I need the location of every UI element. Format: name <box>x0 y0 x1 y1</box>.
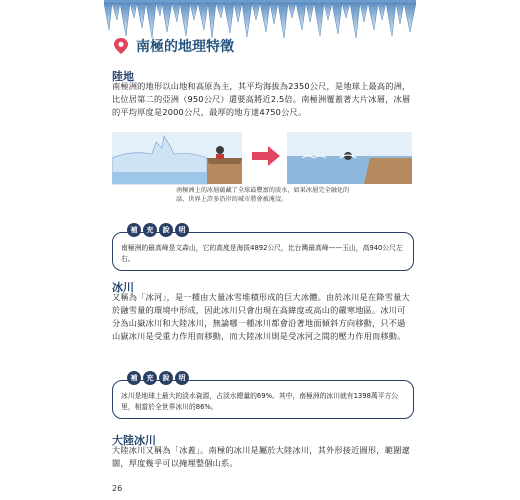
paragraph-ice-sheet: 大陸冰川又稱為「冰蓋」。南極的冰川是屬於大陸冰川，其外形接近圓形，範圍遼闊，厚度幾乎可以掩埋整個山系。 <box>112 445 410 468</box>
paragraph-land: 南極洲的地形以山地和高原為主，其平均海拔為2350公尺，是地球上最高的洲，比位居第二的亞洲（950公尺）還要高將近2.5倍。南極洲覆蓋著大片冰層，冰層的平均厚度是2000公尺，最厚的地方達4750公尺。 <box>112 81 411 117</box>
supplement-note <box>112 226 414 271</box>
paragraph-glacier: 又稱為「冰河」，是一種由大量冰雪堆積形成的巨大冰體。由於冰川是在降雪量大於融雪量的環境中形成，因此冰川只會出現在高緯度或高山的嚴寒地區。冰川可分為山嶽冰川和大陸冰川，無論哪一種冰川都會沿著地面傾斜方向移動，只不過山嶽冰川是受重力作用而移動，而大陸冰川則是受冰河之間的壓力作用而移動。 <box>112 292 410 341</box>
section-title <box>112 36 234 56</box>
heading-glacier: 冰川 <box>112 281 134 294</box>
tag-char: 明 <box>175 371 189 385</box>
supplement-note <box>112 374 414 419</box>
page-number: 26 <box>112 484 123 493</box>
heading-land: 陸地 <box>112 70 134 83</box>
tag-char: 說 <box>159 371 173 385</box>
location-pin-icon <box>112 37 130 55</box>
tag-char: 補 <box>127 223 141 237</box>
ice-melting-illustration <box>112 128 412 190</box>
tag-char: 補 <box>127 371 141 385</box>
tag-char: 明 <box>175 223 189 237</box>
icicle-decoration <box>104 0 416 40</box>
tag-char: 說 <box>159 223 173 237</box>
heading-ice-sheet: 大陸冰川 <box>112 434 156 447</box>
illustration-caption: 南極洲上的冰層蘊藏了全球最豐富的淡水，如果冰層完全融化的話，世界上許多沿岸的城市將會被淹沒。 <box>176 187 350 203</box>
supplement-tag <box>127 223 189 237</box>
tag-char: 充 <box>143 371 157 385</box>
supplement-tag <box>127 371 189 385</box>
section-title-text: 南極的地理特徵 <box>136 39 234 55</box>
tag-char: 充 <box>143 223 157 237</box>
supplement-note-text: 南極洲的最高峰是文森山，它的高度是海拔4892公尺，比台灣最高峰——玉山，高940公尺左右。 <box>121 244 403 263</box>
supplement-note-text: 冰川是地球上最大的淡水資源，占淡水總量的69%。其中，南極洲的冰川就有1398萬平方公里，相當於全世界冰川的86%。 <box>121 392 399 411</box>
